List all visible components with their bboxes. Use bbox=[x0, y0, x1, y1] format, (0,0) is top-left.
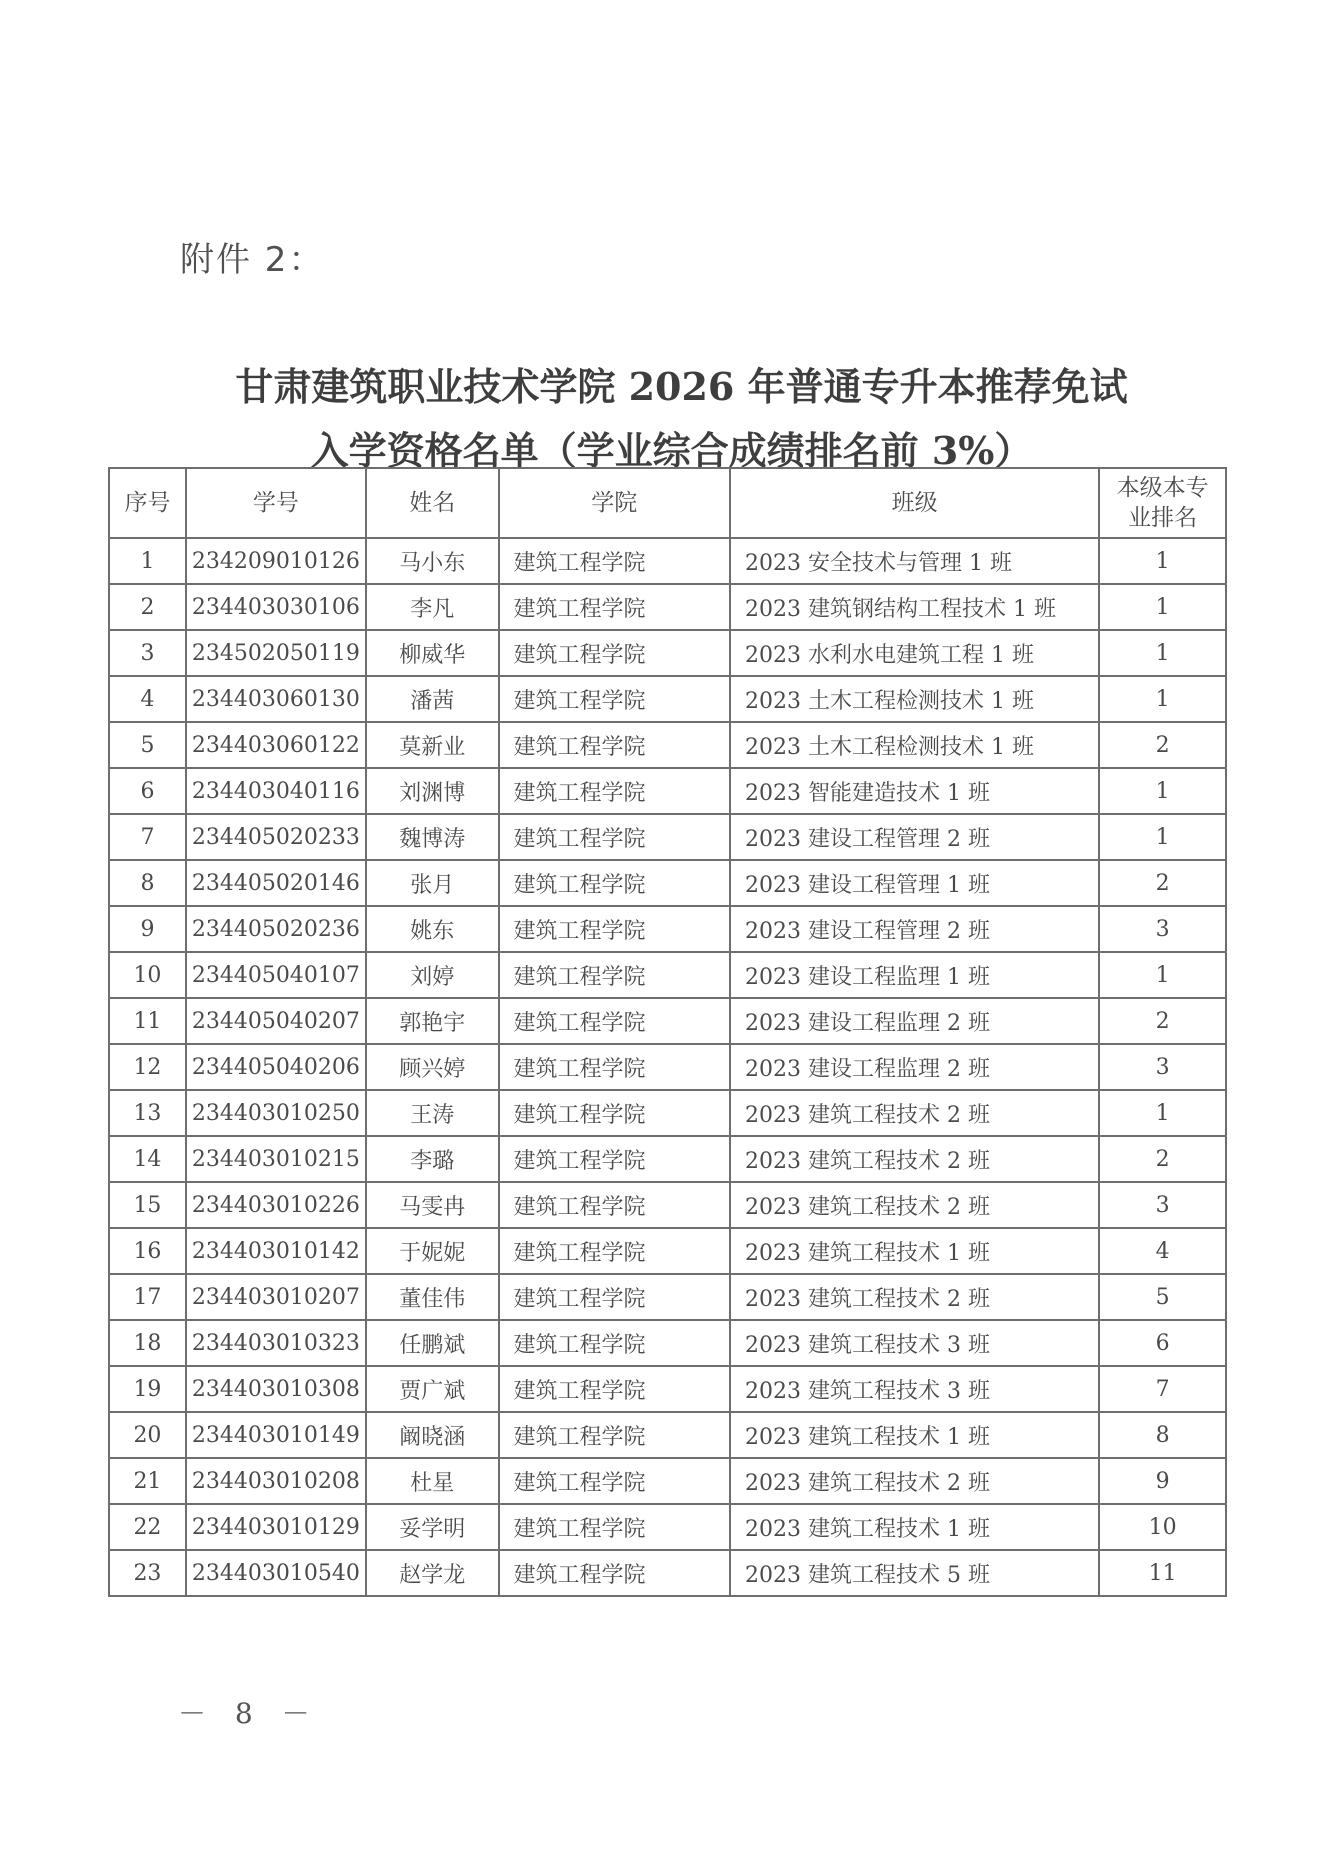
cell-class: 2023 水利水电建筑工程 1 班 bbox=[730, 630, 1099, 676]
cell-serial: 13 bbox=[109, 1090, 186, 1136]
cell-student-id: 234403010207 bbox=[186, 1274, 366, 1320]
page-number: － 8 － bbox=[178, 1697, 320, 1730]
cell-class: 2023 建筑工程技术 1 班 bbox=[730, 1504, 1099, 1550]
cell-name: 任鹏斌 bbox=[366, 1320, 499, 1366]
cell-rank: 6 bbox=[1099, 1320, 1226, 1366]
table-row bbox=[109, 906, 1226, 952]
cell-serial: 1 bbox=[109, 538, 186, 584]
table-row bbox=[109, 1366, 1226, 1412]
cell-rank: 10 bbox=[1099, 1504, 1226, 1550]
cell-student-id: 234403010142 bbox=[186, 1228, 366, 1274]
cell-class: 2023 建筑工程技术 2 班 bbox=[730, 1274, 1099, 1320]
cell-class: 2023 土木工程检测技术 1 班 bbox=[730, 722, 1099, 768]
cell-serial: 5 bbox=[109, 722, 186, 768]
header-serial: 序号 bbox=[109, 468, 186, 538]
cell-rank: 3 bbox=[1099, 1182, 1226, 1228]
cell-name: 莫新业 bbox=[366, 722, 499, 768]
cell-student-id: 234403010250 bbox=[186, 1090, 366, 1136]
cell-college: 建筑工程学院 bbox=[499, 1182, 730, 1228]
cell-rank: 2 bbox=[1099, 998, 1226, 1044]
cell-class: 2023 建设工程监理 1 班 bbox=[730, 952, 1099, 998]
cell-student-id: 234405020146 bbox=[186, 860, 366, 906]
table-row bbox=[109, 860, 1226, 906]
cell-student-id: 234403030106 bbox=[186, 584, 366, 630]
cell-name: 魏博涛 bbox=[366, 814, 499, 860]
header-student-id: 学号 bbox=[186, 468, 366, 538]
cell-name: 姚东 bbox=[366, 906, 499, 952]
cell-class: 2023 建设工程管理 2 班 bbox=[730, 814, 1099, 860]
cell-name: 阚晓涵 bbox=[366, 1412, 499, 1458]
cell-name: 于妮妮 bbox=[366, 1228, 499, 1274]
table-row bbox=[109, 1274, 1226, 1320]
cell-name: 杜星 bbox=[366, 1458, 499, 1504]
table-row bbox=[109, 1044, 1226, 1090]
header-rank bbox=[1099, 468, 1226, 538]
cell-class: 2023 建筑工程技术 2 班 bbox=[730, 1458, 1099, 1504]
cell-student-id: 234405040206 bbox=[186, 1044, 366, 1090]
table-row bbox=[109, 768, 1226, 814]
cell-name: 王涛 bbox=[366, 1090, 499, 1136]
cell-rank: 2 bbox=[1099, 722, 1226, 768]
table-row bbox=[109, 538, 1226, 584]
cell-student-id: 234403010540 bbox=[186, 1550, 366, 1596]
cell-student-id: 234403010308 bbox=[186, 1366, 366, 1412]
table-row bbox=[109, 584, 1226, 630]
cell-serial: 21 bbox=[109, 1458, 186, 1504]
table-row bbox=[109, 1550, 1226, 1596]
cell-class: 2023 智能建造技术 1 班 bbox=[730, 768, 1099, 814]
cell-rank: 2 bbox=[1099, 1136, 1226, 1182]
cell-serial: 8 bbox=[109, 860, 186, 906]
cell-student-id: 234403060130 bbox=[186, 676, 366, 722]
table-row bbox=[109, 1090, 1226, 1136]
cell-student-id: 234209010126 bbox=[186, 538, 366, 584]
cell-name: 李凡 bbox=[366, 584, 499, 630]
cell-class: 2023 建设工程管理 2 班 bbox=[730, 906, 1099, 952]
recommendation-list-table bbox=[108, 467, 1227, 1597]
cell-serial: 15 bbox=[109, 1182, 186, 1228]
cell-student-id: 234403010226 bbox=[186, 1182, 366, 1228]
cell-student-id: 234403040116 bbox=[186, 768, 366, 814]
cell-serial: 19 bbox=[109, 1366, 186, 1412]
cell-rank: 3 bbox=[1099, 1044, 1226, 1090]
cell-class: 2023 安全技术与管理 1 班 bbox=[730, 538, 1099, 584]
cell-college: 建筑工程学院 bbox=[499, 1366, 730, 1412]
cell-class: 2023 建筑钢结构工程技术 1 班 bbox=[730, 584, 1099, 630]
table-row bbox=[109, 1320, 1226, 1366]
cell-serial: 3 bbox=[109, 630, 186, 676]
cell-college: 建筑工程学院 bbox=[499, 1136, 730, 1182]
cell-name: 妥学明 bbox=[366, 1504, 499, 1550]
cell-class: 2023 建筑工程技术 1 班 bbox=[730, 1228, 1099, 1274]
cell-serial: 23 bbox=[109, 1550, 186, 1596]
table-header-row bbox=[109, 468, 1226, 538]
table-row bbox=[109, 676, 1226, 722]
cell-student-id: 234502050119 bbox=[186, 630, 366, 676]
cell-college: 建筑工程学院 bbox=[499, 1550, 730, 1596]
table-row bbox=[109, 1136, 1226, 1182]
header-name: 姓名 bbox=[366, 468, 499, 538]
cell-class: 2023 建筑工程技术 1 班 bbox=[730, 1412, 1099, 1458]
cell-class: 2023 土木工程检测技术 1 班 bbox=[730, 676, 1099, 722]
cell-serial: 20 bbox=[109, 1412, 186, 1458]
cell-serial: 18 bbox=[109, 1320, 186, 1366]
cell-name: 马小东 bbox=[366, 538, 499, 584]
attachment-label: 附件 2： bbox=[180, 240, 325, 280]
cell-student-id: 234403010149 bbox=[186, 1412, 366, 1458]
cell-rank: 4 bbox=[1099, 1228, 1226, 1274]
cell-college: 建筑工程学院 bbox=[499, 584, 730, 630]
cell-college: 建筑工程学院 bbox=[499, 814, 730, 860]
cell-student-id: 234403060122 bbox=[186, 722, 366, 768]
cell-college: 建筑工程学院 bbox=[499, 1504, 730, 1550]
cell-college: 建筑工程学院 bbox=[499, 538, 730, 584]
header-college: 学院 bbox=[499, 468, 730, 538]
cell-college: 建筑工程学院 bbox=[499, 722, 730, 768]
table-body bbox=[109, 538, 1226, 1596]
cell-college: 建筑工程学院 bbox=[499, 676, 730, 722]
cell-rank: 9 bbox=[1099, 1458, 1226, 1504]
cell-rank: 1 bbox=[1099, 630, 1226, 676]
cell-rank: 5 bbox=[1099, 1274, 1226, 1320]
cell-college: 建筑工程学院 bbox=[499, 630, 730, 676]
table-row bbox=[109, 630, 1226, 676]
cell-college: 建筑工程学院 bbox=[499, 1458, 730, 1504]
cell-class: 2023 建筑工程技术 5 班 bbox=[730, 1550, 1099, 1596]
cell-student-id: 234403010323 bbox=[186, 1320, 366, 1366]
cell-college: 建筑工程学院 bbox=[499, 952, 730, 998]
cell-college: 建筑工程学院 bbox=[499, 1412, 730, 1458]
table-row bbox=[109, 1228, 1226, 1274]
cell-serial: 2 bbox=[109, 584, 186, 630]
cell-rank: 7 bbox=[1099, 1366, 1226, 1412]
table-row bbox=[109, 1504, 1226, 1550]
cell-class: 2023 建筑工程技术 2 班 bbox=[730, 1136, 1099, 1182]
cell-serial: 10 bbox=[109, 952, 186, 998]
cell-rank: 1 bbox=[1099, 1090, 1226, 1136]
cell-student-id: 234405020233 bbox=[186, 814, 366, 860]
cell-name: 郭艳宇 bbox=[366, 998, 499, 1044]
cell-college: 建筑工程学院 bbox=[499, 906, 730, 952]
cell-name: 张月 bbox=[366, 860, 499, 906]
cell-student-id: 234403010129 bbox=[186, 1504, 366, 1550]
cell-college: 建筑工程学院 bbox=[499, 1228, 730, 1274]
cell-serial: 6 bbox=[109, 768, 186, 814]
header-rank-line2: 业排名 bbox=[1128, 505, 1198, 531]
cell-class: 2023 建设工程监理 2 班 bbox=[730, 1044, 1099, 1090]
table-row bbox=[109, 952, 1226, 998]
cell-rank: 1 bbox=[1099, 814, 1226, 860]
cell-rank: 11 bbox=[1099, 1550, 1226, 1596]
cell-class: 2023 建筑工程技术 2 班 bbox=[730, 1182, 1099, 1228]
cell-rank: 3 bbox=[1099, 906, 1226, 952]
document-title-line2: 入学资格名单（学业综合成绩排名前 3%） bbox=[310, 428, 1033, 473]
cell-college: 建筑工程学院 bbox=[499, 768, 730, 814]
cell-name: 刘渊博 bbox=[366, 768, 499, 814]
cell-serial: 4 bbox=[109, 676, 186, 722]
cell-college: 建筑工程学院 bbox=[499, 860, 730, 906]
cell-class: 2023 建筑工程技术 3 班 bbox=[730, 1366, 1099, 1412]
cell-student-id: 234405040207 bbox=[186, 998, 366, 1044]
table-row bbox=[109, 722, 1226, 768]
cell-serial: 12 bbox=[109, 1044, 186, 1090]
cell-serial: 9 bbox=[109, 906, 186, 952]
header-class: 班级 bbox=[730, 468, 1099, 538]
cell-class: 2023 建设工程监理 2 班 bbox=[730, 998, 1099, 1044]
cell-name: 贾广斌 bbox=[366, 1366, 499, 1412]
cell-serial: 11 bbox=[109, 998, 186, 1044]
table-row bbox=[109, 1458, 1226, 1504]
cell-name: 董佳伟 bbox=[366, 1274, 499, 1320]
cell-name: 赵学龙 bbox=[366, 1550, 499, 1596]
cell-student-id: 234403010208 bbox=[186, 1458, 366, 1504]
cell-student-id: 234405040107 bbox=[186, 952, 366, 998]
cell-class: 2023 建筑工程技术 2 班 bbox=[730, 1090, 1099, 1136]
cell-rank: 1 bbox=[1099, 768, 1226, 814]
cell-student-id: 234405020236 bbox=[186, 906, 366, 952]
cell-serial: 16 bbox=[109, 1228, 186, 1274]
cell-rank: 2 bbox=[1099, 860, 1226, 906]
cell-serial: 14 bbox=[109, 1136, 186, 1182]
cell-college: 建筑工程学院 bbox=[499, 1274, 730, 1320]
cell-serial: 22 bbox=[109, 1504, 186, 1550]
cell-class: 2023 建筑工程技术 3 班 bbox=[730, 1320, 1099, 1366]
cell-serial: 7 bbox=[109, 814, 186, 860]
header-rank-line1: 本级本专 bbox=[1116, 475, 1209, 501]
cell-rank: 1 bbox=[1099, 952, 1226, 998]
cell-rank: 8 bbox=[1099, 1412, 1226, 1458]
cell-college: 建筑工程学院 bbox=[499, 998, 730, 1044]
cell-serial: 17 bbox=[109, 1274, 186, 1320]
cell-class: 2023 建设工程管理 1 班 bbox=[730, 860, 1099, 906]
cell-college: 建筑工程学院 bbox=[499, 1044, 730, 1090]
cell-name: 顾兴婷 bbox=[366, 1044, 499, 1090]
cell-name: 刘婷 bbox=[366, 952, 499, 998]
table-row bbox=[109, 1182, 1226, 1228]
cell-rank: 1 bbox=[1099, 676, 1226, 722]
table-row bbox=[109, 998, 1226, 1044]
cell-name: 马雯冉 bbox=[366, 1182, 499, 1228]
cell-rank: 1 bbox=[1099, 538, 1226, 584]
document-title-line1: 甘肃建筑职业技术学院 2026 年普通专升本推荐免试 bbox=[235, 364, 1128, 409]
cell-name: 柳威华 bbox=[366, 630, 499, 676]
cell-college: 建筑工程学院 bbox=[499, 1090, 730, 1136]
cell-name: 潘茜 bbox=[366, 676, 499, 722]
cell-rank: 1 bbox=[1099, 584, 1226, 630]
table-row bbox=[109, 1412, 1226, 1458]
cell-student-id: 234403010215 bbox=[186, 1136, 366, 1182]
table-row bbox=[109, 814, 1226, 860]
cell-name: 李璐 bbox=[366, 1136, 499, 1182]
cell-college: 建筑工程学院 bbox=[499, 1320, 730, 1366]
